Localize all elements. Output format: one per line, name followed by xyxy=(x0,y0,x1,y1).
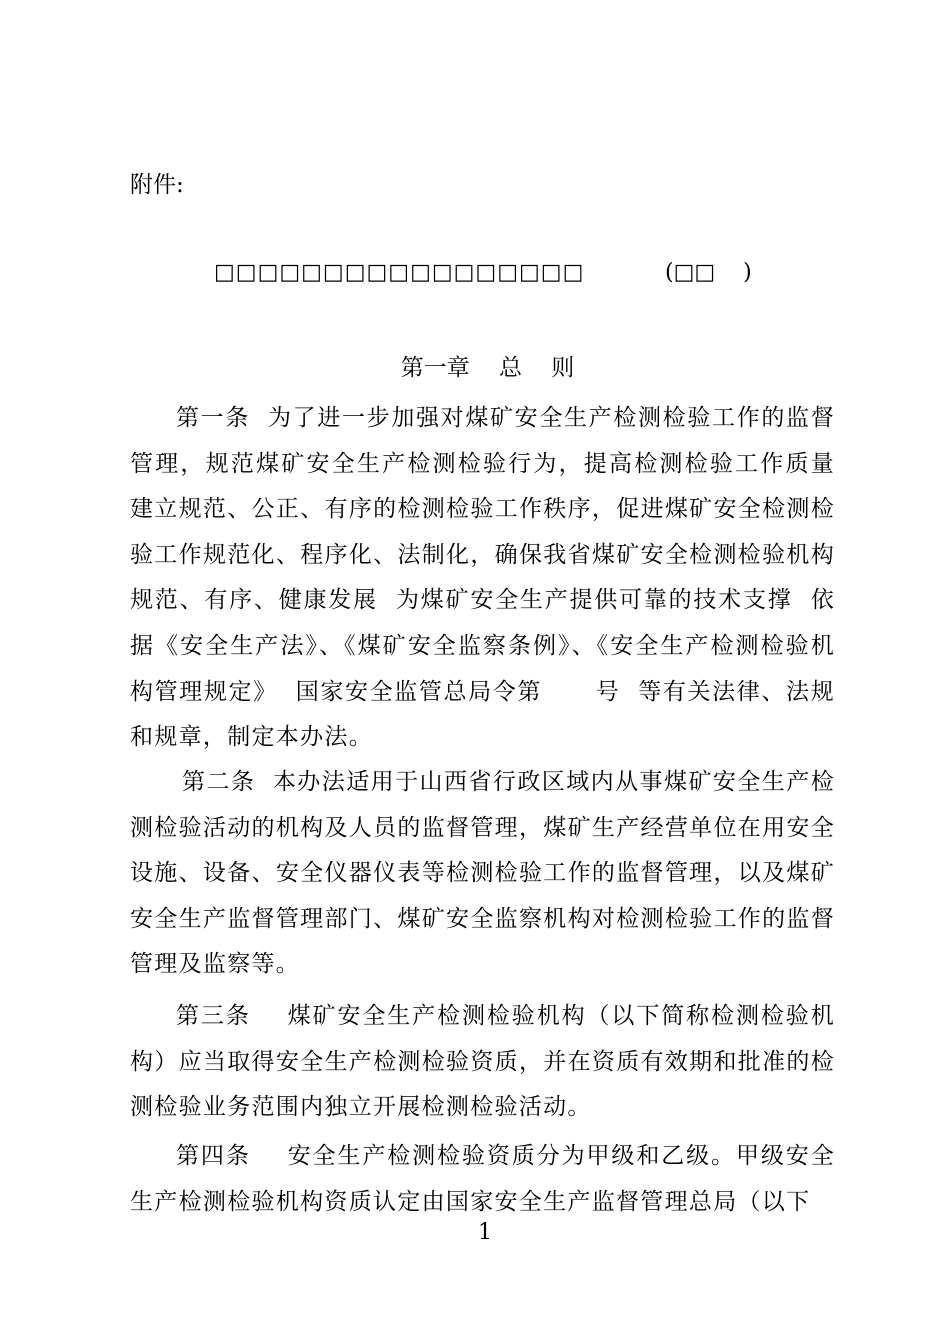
article-2: 第二条 本办法适用于山西省行政区域内从事煤矿安全生产检测检验活动的机构及人员的监督管理，煤矿生产经营单位在用安全设施、设备、安全仪器仪表等检测检验工作的监督管理，以及煤矿安全生产监督管理部门、煤矿安全监察机构对检测检验工作的监督管理及监察等。 xyxy=(130,769,835,978)
draft-mark: (□□ ) xyxy=(665,260,752,285)
page-number: 1 xyxy=(478,1220,492,1245)
article-1: 第一条 为了进一步加强对煤矿安全生产检测检验工作的监督管理，规范煤矿安全生产检测检验行为，提高检测检验工作质量 建立规范、公正、有序的检测检验工作秩序，促进煤矿安全检测检验工作规范化、程序化、法制化，确保我省煤矿安全检测检验机构规范、有序、健康发展 为煤矿安全生产提供可靠的技术支撑 依据《安全生产法》、《煤矿安全监察条例》、《安全生产检测检验机构管理规定》 国家安全监管总局令第 号 等有关法律、法规和规章，制定本办法。 xyxy=(130,405,853,751)
article-4: 第四条 安全生产检测检验资质分为甲级和乙级。甲级安全生产检测检验机构资质认定由国家安全生产监督管理总局（以下 xyxy=(130,1143,835,1215)
annex-label: 附件: xyxy=(130,172,184,198)
chapter-title: 第一章 总 则 xyxy=(400,355,575,381)
document-title: □□□□□□□□□□□□□□□□□ xyxy=(214,260,585,285)
article-3: 第三条 煤矿安全生产检测检验机构（以下简称检测检验机构）应当取得安全生产检测检验资质，并在资质有效期和批准的检测检验业务范围内独立开展检测检验活动。 xyxy=(130,1003,835,1121)
